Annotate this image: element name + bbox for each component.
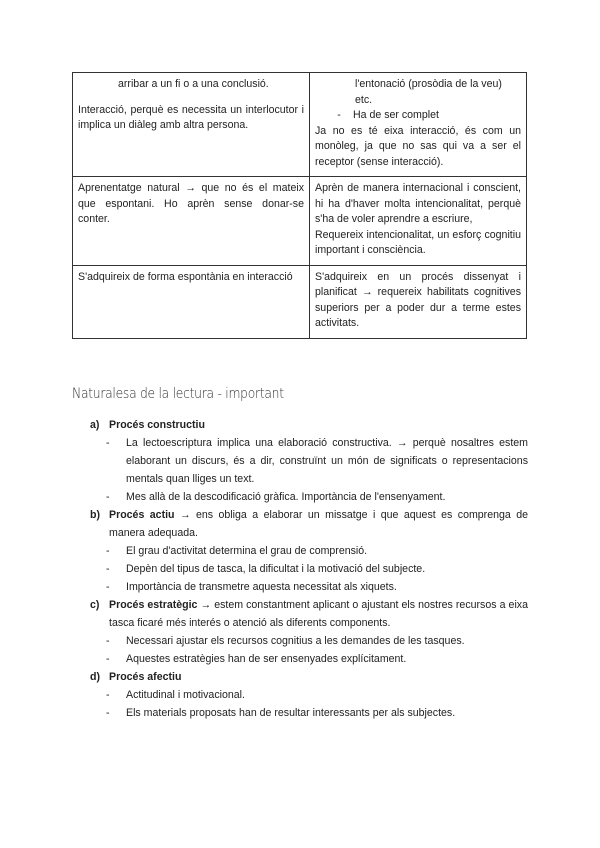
cell-text: Ha de ser complet — [353, 109, 439, 121]
cell-text: Aprèn de manera internacional i conscient, hi ha d'haver molta intencionalitat, perquè s'ha de voler aprendre a escriure, — [315, 182, 521, 225]
list-item: - Mes allà de la descodificació gràfica. Importància de l'ensenyament. — [106, 491, 446, 503]
bullet-text: Actitudinal i motivacional. — [126, 689, 245, 701]
list-item: - Depèn del tipus de tasca, la dificultat i la motivació del subjecte. — [106, 563, 426, 575]
outline-item — [90, 668, 528, 686]
cell-text: Requereix intencionalitat, un esforç cognitiu important i consciència. — [315, 228, 521, 256]
item-text: → ens obliga a elaborar un missatge i que aquest es comprenga de manera adequada. — [109, 509, 528, 539]
table-row — [73, 265, 527, 338]
item-marker: d) — [90, 671, 100, 683]
outline-item — [90, 506, 528, 542]
dash-bullet: - — [337, 109, 341, 121]
outline-item — [90, 416, 528, 434]
table-row — [73, 73, 527, 177]
section-heading: Naturalesa de la lectura - important — [72, 386, 284, 402]
item-title: Procés actiu — [109, 509, 175, 521]
comparison-table — [72, 72, 527, 339]
bullet-text: Depèn del tipus de tasca, la dificultat i la motivació del subjecte. — [126, 563, 426, 575]
bullet-text: Els materials proposats han de resultar interessants per als subjectes. — [126, 707, 456, 719]
list-item: - Actitudinal i motivacional. — [106, 689, 245, 701]
dash-list-item — [315, 108, 521, 124]
outline-item — [90, 596, 528, 632]
bullet-text: Importància de transmetre aquesta necessitat als xiquets. — [126, 581, 397, 593]
list-item: - Necessari ajustar els recursos cognitius a les demandes de les tasques. — [106, 635, 465, 647]
outline-list — [90, 416, 528, 722]
table-cell — [310, 265, 527, 338]
list-item: - El grau d'activitat determina el grau de comprensió. — [106, 545, 368, 557]
table-cell — [73, 177, 310, 266]
cell-text: S'adquireix de forma espontània en interacció — [78, 270, 293, 283]
item-marker: b) — [90, 509, 100, 521]
list-item: - Aquestes estratègies han de ser ensenyades explícitament. — [106, 653, 407, 665]
item-title: Procés estratègic — [109, 599, 198, 611]
item-title: Procés constructiu — [109, 419, 205, 431]
cell-text: l'entonació (prosòdia de la veu) etc. — [355, 78, 502, 106]
cell-text: S'adquireix en un procés dissenyat i planificat → requereix habilitats cognitives superiors per a poder dur a terme estes activitats. — [315, 270, 521, 329]
table-cell — [73, 73, 310, 177]
bullet-text: El grau d'activitat determina el grau de comprensió. — [126, 545, 368, 557]
table-row — [73, 177, 527, 266]
item-marker: c) — [90, 599, 100, 611]
list-item: - Importància de transmetre aquesta necessitat als xiquets. — [106, 581, 397, 593]
table-cell — [310, 73, 527, 177]
cell-text: Aprenentatge natural → que no és el mateix que espontani. Ho aprèn sense donar-se conter. — [78, 182, 304, 225]
bullet-text: Mes allà de la descodificació gràfica. Importància de l'ensenyament. — [126, 491, 446, 503]
list-item: - La lectoescriptura implica una elaboració constructiva. → perquè nosaltres estem elaborant un discurs, és a dir, construïnt un món de significats o representacions mentals quan lliges un text. — [106, 437, 528, 485]
cell-text: Ja no es té eixa interacció, és com un monòleg, ja que no sas qui va a ser el receptor (sense interacció). — [315, 124, 521, 168]
item-title: Procés afectiu — [109, 671, 182, 683]
bullet-text: La lectoescriptura implica una elaboració constructiva. → perquè nosaltres estem elaborant un discurs, és a dir, construïnt un món de significats o representacions mentals quan lliges un text. — [126, 437, 528, 485]
item-marker: a) — [90, 419, 100, 431]
bullet-text: Aquestes estratègies han de ser ensenyades explícitament. — [126, 653, 407, 665]
cell-text: arribar a un fi o a una conclusió. — [118, 78, 269, 90]
cell-text: Interacció, perquè es necessita un interlocutor i implica un diàleg amb altra persona. — [78, 103, 304, 131]
item-text: → estem constantment aplicant o ajustant els nostres recursos a eixa tasca ficaré més interés o atenció als diferents components. — [109, 599, 528, 629]
bullet-text: Necessari ajustar els recursos cognitius a les demandes de les tasques. — [126, 635, 465, 647]
table-cell — [310, 177, 527, 266]
table-cell — [73, 265, 310, 338]
list-item: - Els materials proposats han de resultar interessants per als subjectes. — [106, 707, 456, 719]
